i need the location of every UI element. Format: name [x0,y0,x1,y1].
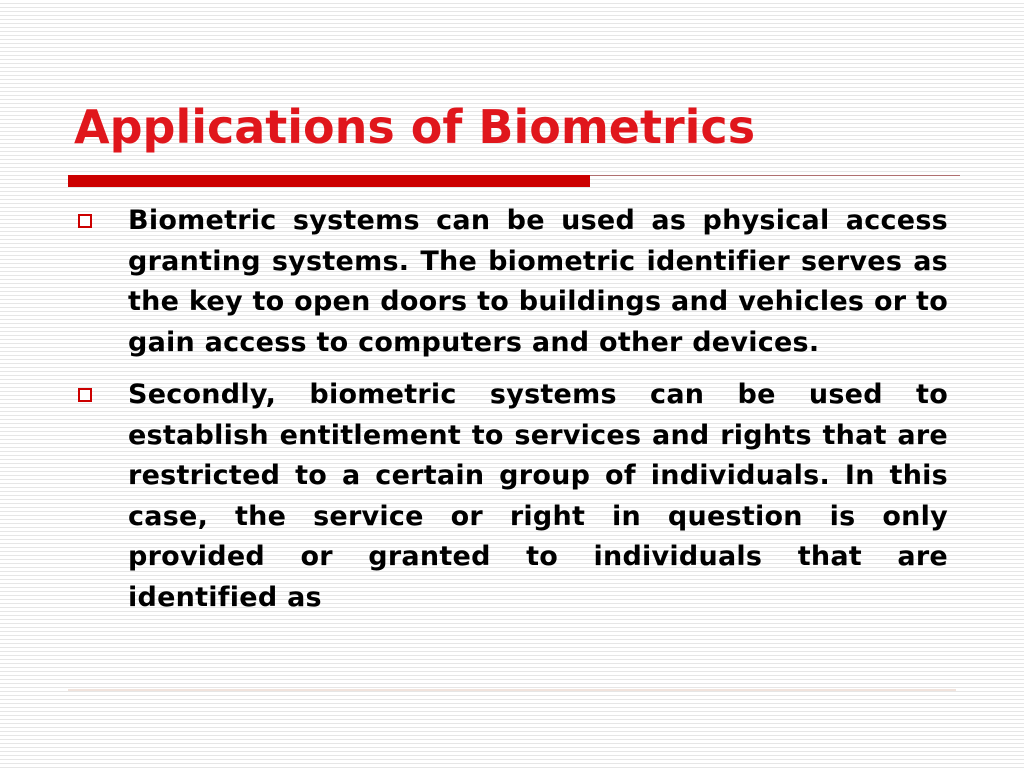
bullet-list [78,201,948,630]
slide-title: Applications of Biometrics [74,100,756,154]
bullet-item [78,201,948,363]
footer-divider [68,689,956,691]
hollow-square-bullet-icon [78,214,92,228]
title-underline-rule [590,175,960,176]
title-underline-bar [68,175,590,187]
bullet-text: Secondly, biometric systems can be used to establish entitlement to services and rights that are restricted to a certain group of individuals. In this case, the service or right in question is only provided or granted to individuals that are identified as [128,379,948,613]
bullet-text: Biometric systems can be used as physical access granting systems. The biometric identifier serves as the key to open doors to buildings and vehicles or to gain access to computers and other devices. [128,205,948,358]
hollow-square-bullet-icon [78,388,92,402]
bullet-item [78,375,948,618]
